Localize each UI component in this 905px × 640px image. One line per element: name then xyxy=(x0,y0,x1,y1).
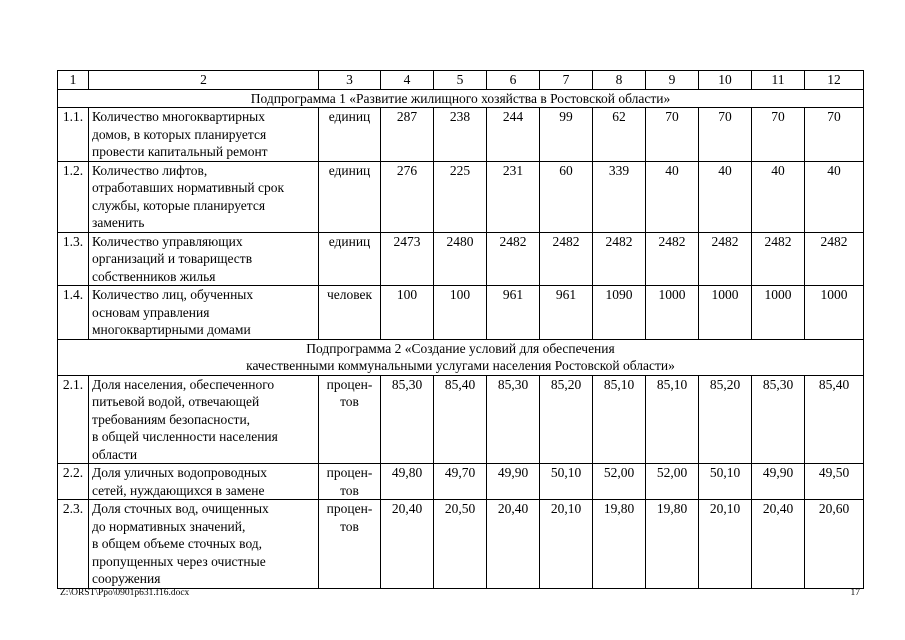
table-row xyxy=(58,108,864,162)
indicator-name-line: области xyxy=(92,446,138,462)
table-row xyxy=(58,375,864,464)
indicator-name-line: домов, в которых планируется xyxy=(92,126,267,142)
indicator-name-line: Доля уличных водопроводных xyxy=(92,465,267,480)
indicator-name xyxy=(89,161,319,232)
unit-line: единиц xyxy=(328,109,371,124)
indicator-name-line: службы, которые планируется xyxy=(92,197,266,213)
indicator-value: 961 xyxy=(487,286,540,340)
unit-of-measure xyxy=(319,286,381,340)
indicator-value: 100 xyxy=(381,286,434,340)
column-number: 11 xyxy=(752,71,805,90)
indicator-name xyxy=(89,500,319,589)
indicator-value: 2482 xyxy=(646,232,699,286)
indicator-value: 40 xyxy=(805,161,864,232)
indicator-name-line: сетей, нуждающихся в замене xyxy=(92,482,265,498)
indicator-name-line: Количество лиц, обученных xyxy=(92,287,254,302)
row-number: 2.2. xyxy=(58,464,89,500)
indicator-name-line: заменить xyxy=(92,215,145,230)
indicator-name-line: многоквартирными домами xyxy=(92,322,251,337)
indicator-value: 49,50 xyxy=(805,464,864,500)
indicator-value: 60 xyxy=(540,161,593,232)
column-number: 1 xyxy=(58,71,89,90)
indicator-value: 40 xyxy=(699,161,752,232)
indicator-name-line: Доля населения, обеспеченного xyxy=(92,376,275,392)
indicator-value: 19,80 xyxy=(646,500,699,589)
indicator-value: 225 xyxy=(434,161,487,232)
indicator-value: 1000 xyxy=(805,286,864,340)
indicator-value: 20,40 xyxy=(752,500,805,589)
unit-line: тов xyxy=(340,482,359,498)
indicator-value: 19,80 xyxy=(593,500,646,589)
indicator-value: 287 xyxy=(381,108,434,162)
column-number: 8 xyxy=(593,71,646,90)
subprogram-title-line: Подпрограмма 2 «Создание условий для обеспечения xyxy=(306,340,615,356)
indicator-value: 1090 xyxy=(593,286,646,340)
indicator-value: 70 xyxy=(699,108,752,162)
indicator-value: 85,10 xyxy=(593,375,646,464)
indicator-value: 62 xyxy=(593,108,646,162)
indicator-value: 961 xyxy=(540,286,593,340)
column-number: 6 xyxy=(487,71,540,90)
subprogram-title-line: Подпрограмма 1 «Развитие жилищного хозяйства в Ростовской области» xyxy=(250,90,671,106)
indicator-value: 85,10 xyxy=(646,375,699,464)
indicator-name xyxy=(89,464,319,500)
unit-of-measure xyxy=(319,232,381,286)
indicator-name-line: в общем объеме сточных вод, xyxy=(92,536,263,551)
indicator-value: 20,10 xyxy=(540,500,593,589)
column-number: 12 xyxy=(805,71,864,90)
indicators-table xyxy=(57,70,864,589)
indicator-value: 244 xyxy=(487,108,540,162)
indicator-name-line: питьевой водой, отвечающей xyxy=(92,394,260,409)
unit-line: процен- xyxy=(326,465,373,480)
row-number: 1.3. xyxy=(58,232,89,286)
indicator-value: 52,00 xyxy=(646,464,699,500)
indicator-value: 85,20 xyxy=(540,375,593,464)
indicator-value: 99 xyxy=(540,108,593,162)
indicator-value: 52,00 xyxy=(593,464,646,500)
unit-of-measure xyxy=(319,500,381,589)
indicator-value: 1000 xyxy=(699,286,752,340)
indicator-value: 2482 xyxy=(699,232,752,286)
column-number: 4 xyxy=(381,71,434,90)
indicator-value: 49,90 xyxy=(487,464,540,500)
indicator-value: 2482 xyxy=(752,232,805,286)
indicator-name-line: Количество лифтов, xyxy=(92,162,208,178)
indicator-name-line: Количество управляющих xyxy=(92,233,243,249)
indicator-value: 2482 xyxy=(540,232,593,286)
indicator-value: 2480 xyxy=(434,232,487,286)
column-number: 3 xyxy=(319,71,381,90)
indicator-name xyxy=(89,375,319,464)
column-number: 10 xyxy=(699,71,752,90)
indicator-value: 70 xyxy=(752,108,805,162)
indicator-value: 85,20 xyxy=(699,375,752,464)
indicator-name-line: Количество многоквартирных xyxy=(92,109,265,124)
indicator-value: 85,30 xyxy=(381,375,434,464)
subprogram-row xyxy=(58,89,864,108)
row-number: 2.3. xyxy=(58,500,89,589)
indicator-value: 20,50 xyxy=(434,500,487,589)
indicator-value: 2482 xyxy=(593,232,646,286)
unit-line: единиц xyxy=(328,233,371,249)
indicator-name-line: до нормативных значений, xyxy=(92,518,246,534)
indicator-name-line: организаций и товариществ xyxy=(92,251,253,266)
row-number: 1.4. xyxy=(58,286,89,340)
indicator-value: 231 xyxy=(487,161,540,232)
indicator-name-line: пропущенных через очистные xyxy=(92,553,266,569)
table-row xyxy=(58,161,864,232)
indicator-value: 70 xyxy=(805,108,864,162)
indicator-value: 1000 xyxy=(646,286,699,340)
indicator-value: 85,40 xyxy=(805,375,864,464)
table-row xyxy=(58,464,864,500)
indicator-value: 2482 xyxy=(805,232,864,286)
indicator-value: 339 xyxy=(593,161,646,232)
indicator-value: 238 xyxy=(434,108,487,162)
unit-line: человек xyxy=(326,287,373,302)
row-number: 1.2. xyxy=(58,161,89,232)
indicator-value: 85,30 xyxy=(752,375,805,464)
indicator-name-line: провести капитальный ремонт xyxy=(92,144,268,159)
indicator-name-line: сооружения xyxy=(92,571,161,586)
header-row xyxy=(58,71,864,90)
document-path: Z:\ORST\Ppo\0901p631.f16.docx xyxy=(60,588,190,598)
indicator-name-line: требованиям безопасности, xyxy=(92,411,251,427)
row-number: 1.1. xyxy=(58,108,89,162)
indicator-value: 40 xyxy=(752,161,805,232)
subprogram-title xyxy=(58,89,864,108)
indicator-name-line: в общей численности населения xyxy=(92,429,278,444)
subprogram-row xyxy=(58,339,864,375)
indicator-name xyxy=(89,108,319,162)
indicator-name-line: отработавших нормативный срок xyxy=(92,180,285,195)
indicator-value: 49,90 xyxy=(752,464,805,500)
unit-of-measure xyxy=(319,108,381,162)
indicator-name xyxy=(89,232,319,286)
column-number: 9 xyxy=(646,71,699,90)
indicator-value: 85,40 xyxy=(434,375,487,464)
subprogram-title-line: качественными коммунальными услугами населения Ростовской области» xyxy=(246,358,675,373)
column-number: 5 xyxy=(434,71,487,90)
table-row xyxy=(58,286,864,340)
indicator-name-line: Доля сточных вод, очищенных xyxy=(92,501,269,516)
column-number: 7 xyxy=(540,71,593,90)
table-row xyxy=(58,500,864,589)
indicator-name xyxy=(89,286,319,340)
indicator-value: 20,40 xyxy=(381,500,434,589)
indicator-value: 50,10 xyxy=(699,464,752,500)
column-number: 2 xyxy=(89,71,319,90)
indicator-value: 2473 xyxy=(381,232,434,286)
indicator-value: 1000 xyxy=(752,286,805,340)
indicator-value: 20,10 xyxy=(699,500,752,589)
indicator-value: 85,30 xyxy=(487,375,540,464)
indicator-name-line: основам управления xyxy=(92,304,210,320)
unit-line: процен- xyxy=(326,501,373,516)
indicator-name-line: собственников жилья xyxy=(92,268,216,284)
indicator-value: 20,60 xyxy=(805,500,864,589)
indicator-value: 2482 xyxy=(487,232,540,286)
indicator-value: 40 xyxy=(646,161,699,232)
unit-of-measure xyxy=(319,464,381,500)
indicator-value: 100 xyxy=(434,286,487,340)
indicator-value: 49,70 xyxy=(434,464,487,500)
unit-of-measure xyxy=(319,375,381,464)
unit-line: тов xyxy=(340,394,359,409)
indicator-value: 20,40 xyxy=(487,500,540,589)
unit-line: единиц xyxy=(328,162,371,178)
unit-line: тов xyxy=(340,518,359,534)
row-number: 2.1. xyxy=(58,375,89,464)
page-number: 17 xyxy=(850,588,860,598)
unit-line: процен- xyxy=(326,376,373,392)
indicator-value: 276 xyxy=(381,161,434,232)
indicator-value: 50,10 xyxy=(540,464,593,500)
indicator-value: 49,80 xyxy=(381,464,434,500)
subprogram-title xyxy=(58,339,864,375)
unit-of-measure xyxy=(319,161,381,232)
table-row xyxy=(58,232,864,286)
indicator-value: 70 xyxy=(646,108,699,162)
